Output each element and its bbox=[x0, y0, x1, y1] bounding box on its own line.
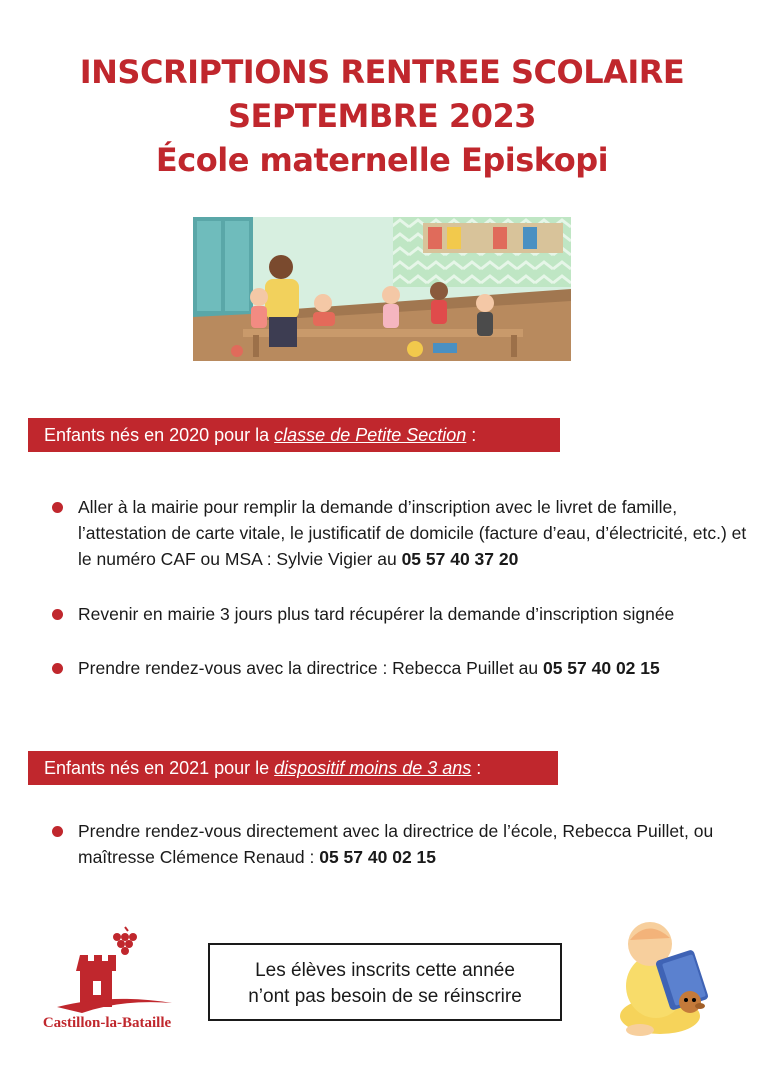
bullet-icon bbox=[52, 826, 63, 837]
reinscription-note bbox=[208, 943, 562, 1021]
bullet-icon bbox=[52, 663, 63, 674]
section-heading-emphasis: dispositif moins de 3 ans bbox=[274, 758, 472, 778]
list-item-text: Prendre rendez-vous avec la directrice : Rebecca Puillet au bbox=[78, 658, 543, 678]
section-heading-petite-section bbox=[28, 418, 560, 452]
school-name: École maternelle Episkopi bbox=[155, 141, 609, 179]
section-heading-prefix: Enfants nés en 2021 pour le bbox=[44, 758, 275, 778]
classroom-illustration bbox=[193, 217, 571, 361]
list-item-text: Aller à la mairie pour remplir la demande d’inscription avec le livret de famille, l’attestation de carte vitale, le justificatif de domicile (facture d’eau, d’électricité, etc.) et le numéro CAF ou MSA : Sylvie Vigier au bbox=[78, 497, 747, 569]
section-heading-suffix: : bbox=[466, 425, 477, 445]
list-item bbox=[78, 601, 748, 627]
logo-town-name: Castillon-la-Bataille bbox=[42, 1015, 172, 1031]
list-item-text: Revenir en mairie 3 jours plus tard récupérer la demande d’inscription signée bbox=[78, 604, 675, 624]
list-item bbox=[78, 494, 748, 572]
note-line-2: n’ont pas besoin de se réinscrire bbox=[248, 986, 522, 1007]
phone-number: 05 57 40 37 20 bbox=[401, 549, 519, 569]
section-heading-emphasis: classe de Petite Section bbox=[274, 425, 467, 445]
phone-number: 05 57 40 02 15 bbox=[319, 847, 437, 867]
bullet-icon bbox=[52, 609, 63, 620]
bullet-icon bbox=[52, 502, 63, 513]
phone-number: 05 57 40 02 15 bbox=[542, 658, 660, 678]
title-line-1: INSCRIPTIONS RENTREE SCOLAIRE bbox=[79, 53, 685, 91]
list-item bbox=[78, 818, 748, 870]
section-heading-suffix: : bbox=[471, 758, 482, 778]
baby-reading-illustration bbox=[598, 920, 748, 1038]
section-heading-prefix: Enfants nés en 2020 pour la bbox=[44, 425, 275, 445]
list-item bbox=[78, 655, 748, 681]
title-line-2: SEPTEMBRE 2023 bbox=[228, 97, 536, 135]
note-line-1: Les élèves inscrits cette année bbox=[255, 960, 515, 981]
list-item-text: Prendre rendez-vous directement avec la directrice de l’école, Rebecca Puillet, ou maîtresse Clémence Renaud : bbox=[78, 821, 714, 867]
section-heading-moins-de-3-ans bbox=[28, 751, 558, 785]
